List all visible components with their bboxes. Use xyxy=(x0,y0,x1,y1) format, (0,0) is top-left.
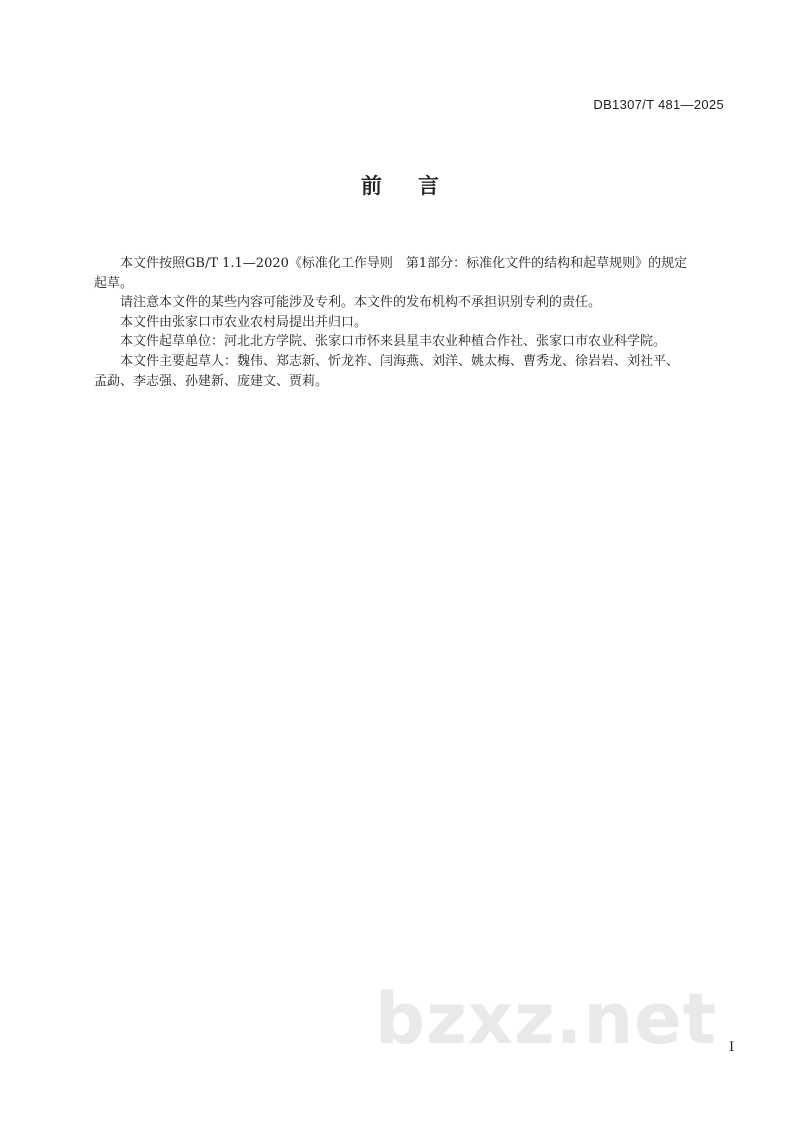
paragraph-line: 本文件起草单位：河北北方学院、张家口市怀来县星丰农业种植合作社、张家口市农业科学院。 xyxy=(120,334,667,350)
page-title: 前言 xyxy=(361,174,475,198)
paragraph-line: 请注意本文件的某些内容可能涉及专利。本文件的发布机构不承担识别专利的责任。 xyxy=(120,295,602,311)
paragraph-drafters xyxy=(94,352,726,391)
paragraph-line: 本文件按照GB/T 1.1—2020《标准化工作导则 第1部分：标准化文件的结构和起草规则》的规定 xyxy=(120,256,688,271)
document-code: DB1307/T 481—2025 xyxy=(593,97,724,112)
watermark: bzxz.net xyxy=(375,978,718,1060)
paragraph-drafting-rules xyxy=(94,254,726,293)
paragraph-patent-notice xyxy=(94,293,726,313)
paragraph-line: 本文件由张家口市农业农村局提出并归口。 xyxy=(120,314,368,330)
page-number: I xyxy=(729,1040,735,1055)
paragraph-proposer xyxy=(94,313,726,333)
paragraph-line: 本文件主要起草人：魏伟、郑志新、忻龙祚、闫海燕、刘洋、姚太梅、曹秀龙、徐岩岩、刘社平、 xyxy=(120,353,680,369)
paragraph-line-continued: 孟勐、李志强、孙建新、庞建文、贾莉。 xyxy=(94,373,329,389)
foreword-body xyxy=(94,254,726,391)
paragraph-line-continued: 起草。 xyxy=(94,275,134,291)
paragraph-drafting-units xyxy=(94,332,726,352)
